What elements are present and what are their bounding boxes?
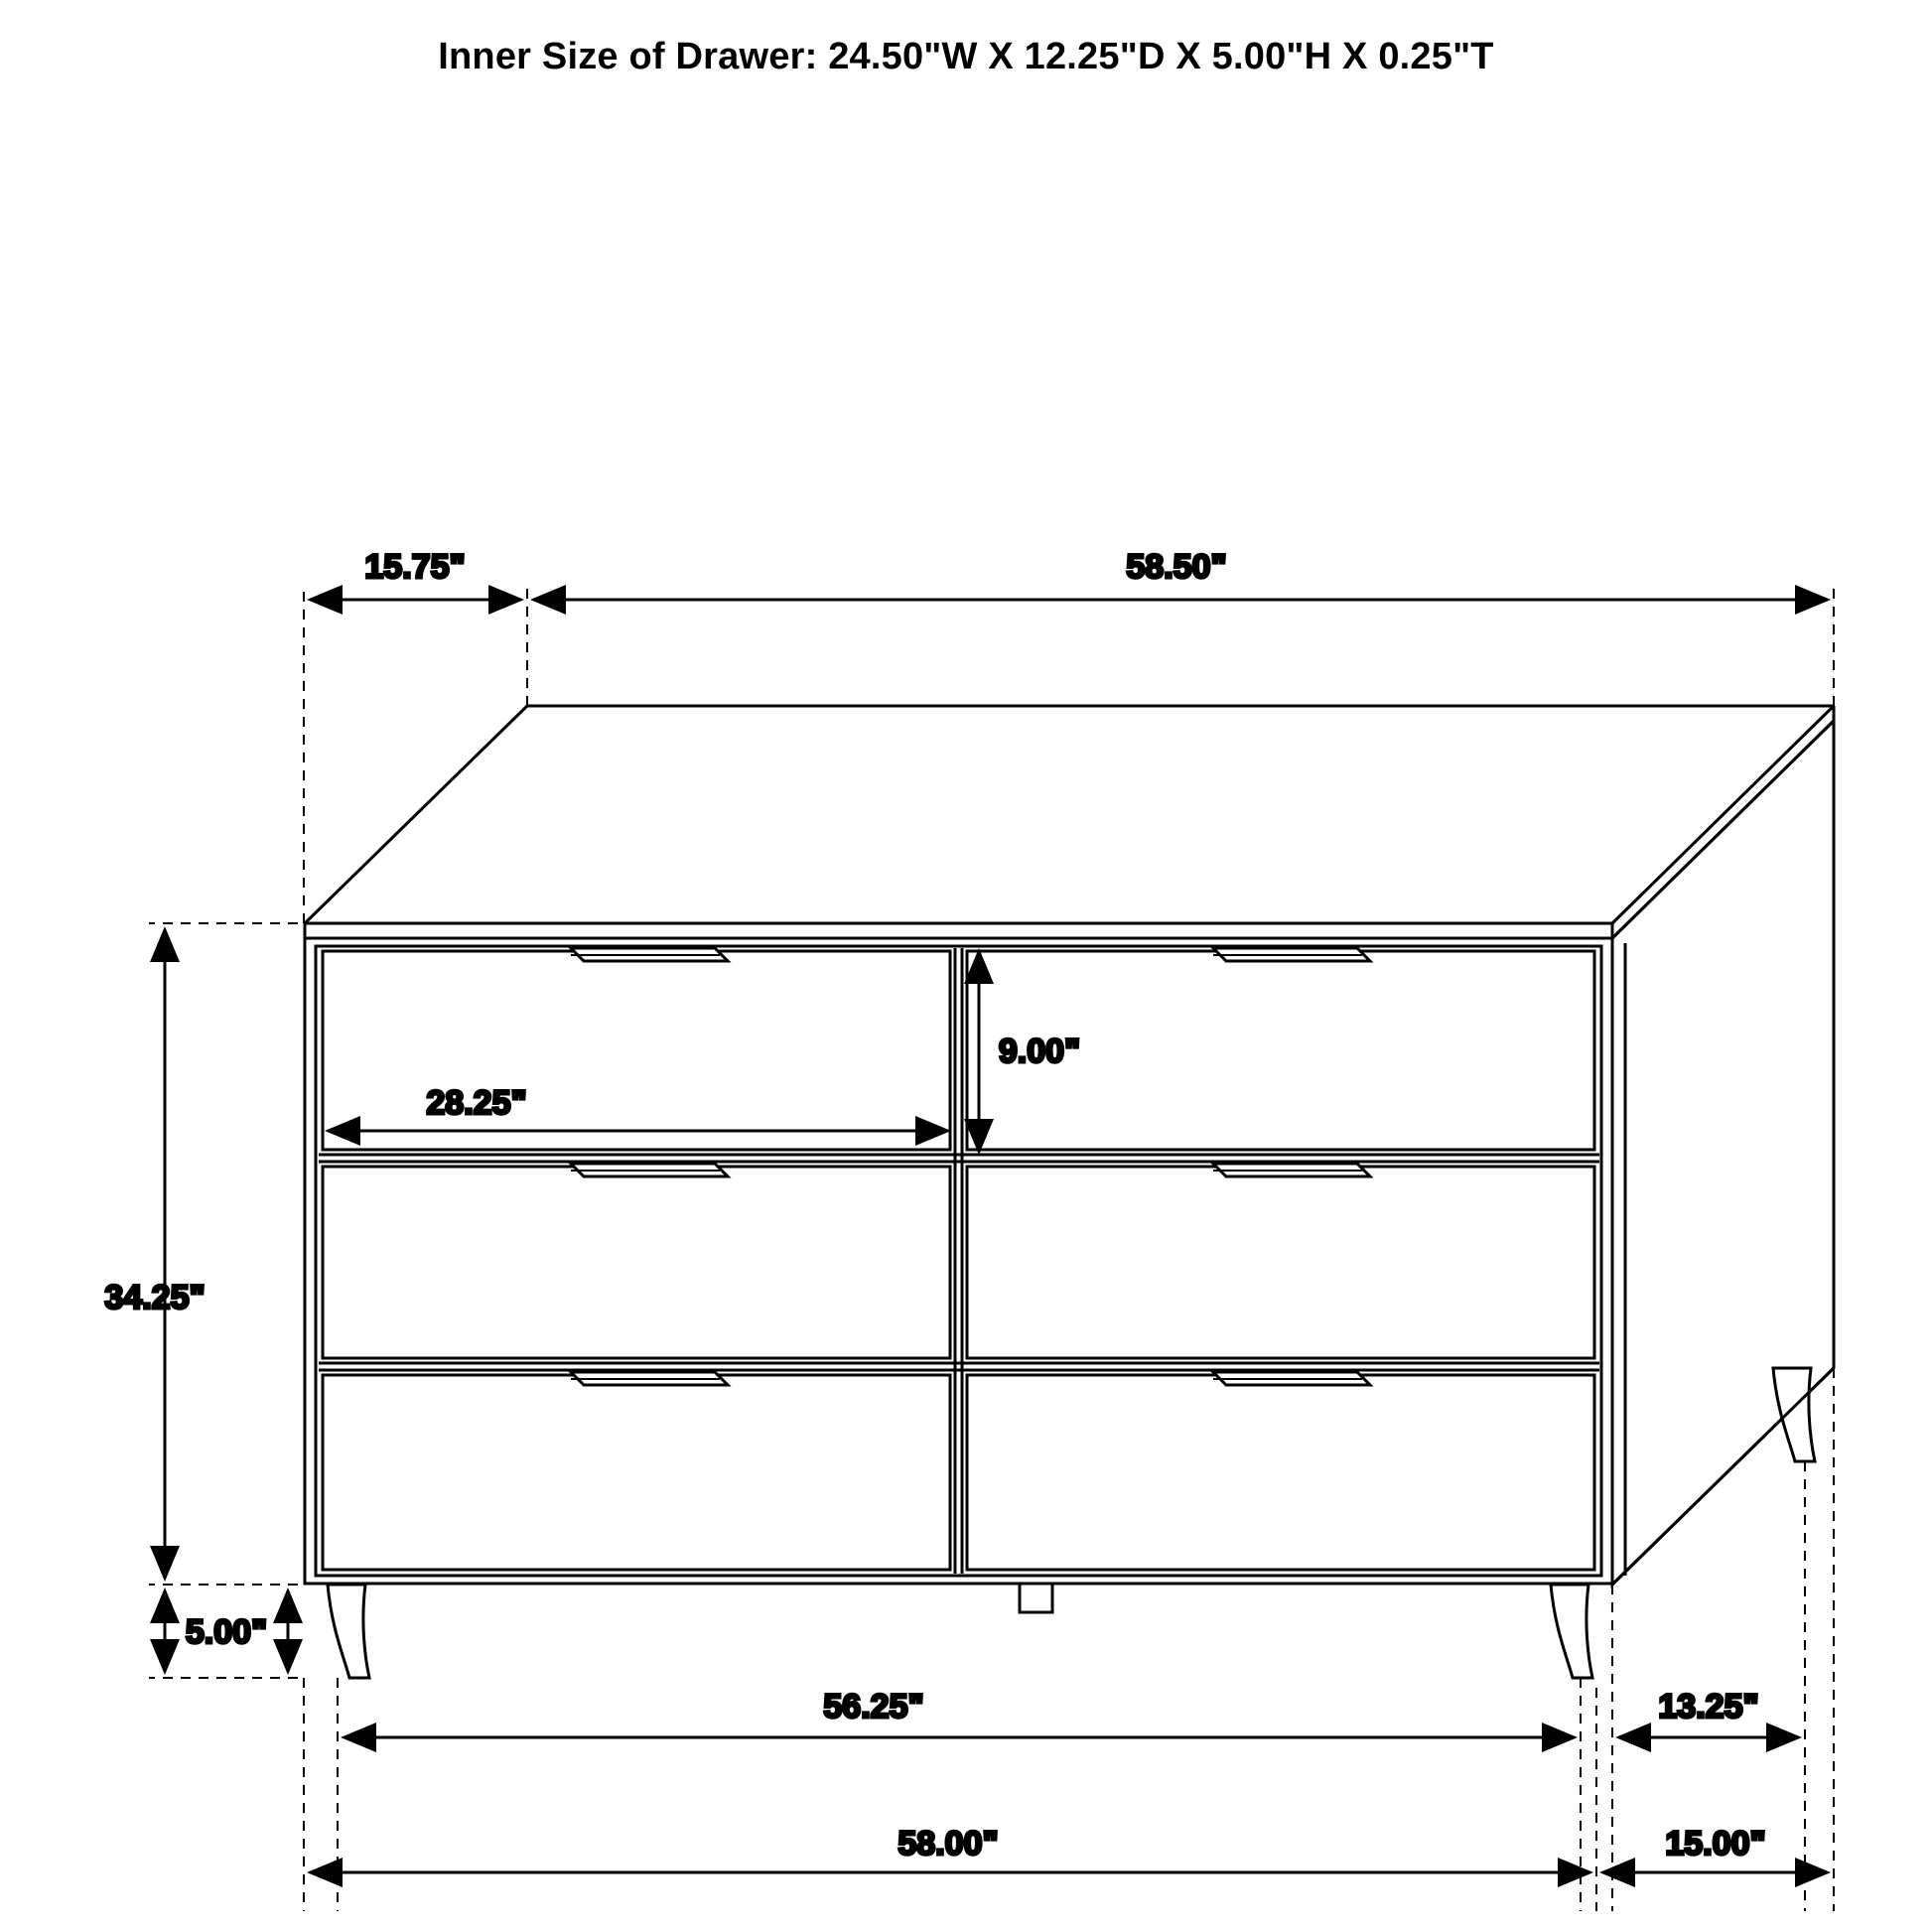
center-support — [1020, 1585, 1052, 1612]
dresser-body — [303, 706, 1834, 1678]
leg-front-right — [1551, 1585, 1592, 1678]
dim-label-drawer-height: 9.00" — [998, 1033, 1081, 1070]
drawer-handle[interactable] — [1213, 1164, 1370, 1176]
leg-front-left — [328, 1585, 369, 1678]
dim-label-overall-width-bottom: 58.00" — [897, 1825, 999, 1863]
drawer-handle[interactable] — [1213, 948, 1370, 961]
dim-label-overall-height: 34.25" — [104, 1279, 206, 1316]
extension-lines-bottom — [304, 1368, 1834, 1911]
drawer-handle[interactable] — [1213, 1372, 1370, 1385]
dim-label-width-top: 58.50" — [1126, 548, 1227, 586]
drawer-handle[interactable] — [571, 1164, 728, 1176]
dim-label-drawer-width: 28.25" — [426, 1084, 527, 1122]
dim-label-leg-height: 5.00" — [185, 1613, 268, 1651]
dim-label-case-width-bottom: 56.25" — [823, 1688, 924, 1725]
drawer-handle[interactable] — [571, 948, 728, 961]
dim-label-side-depth-outer: 15.00" — [1665, 1825, 1766, 1863]
leg-rear-right — [1773, 1368, 1815, 1461]
dim-label-side-depth-inner: 13.25" — [1658, 1688, 1759, 1725]
drawer-handle[interactable] — [571, 1372, 728, 1385]
dim-label-depth-top: 15.75" — [364, 548, 466, 586]
page-title: Inner Size of Drawer: 24.50"W X 12.25"D X 5.00"H X 0.25"T — [438, 36, 1494, 77]
